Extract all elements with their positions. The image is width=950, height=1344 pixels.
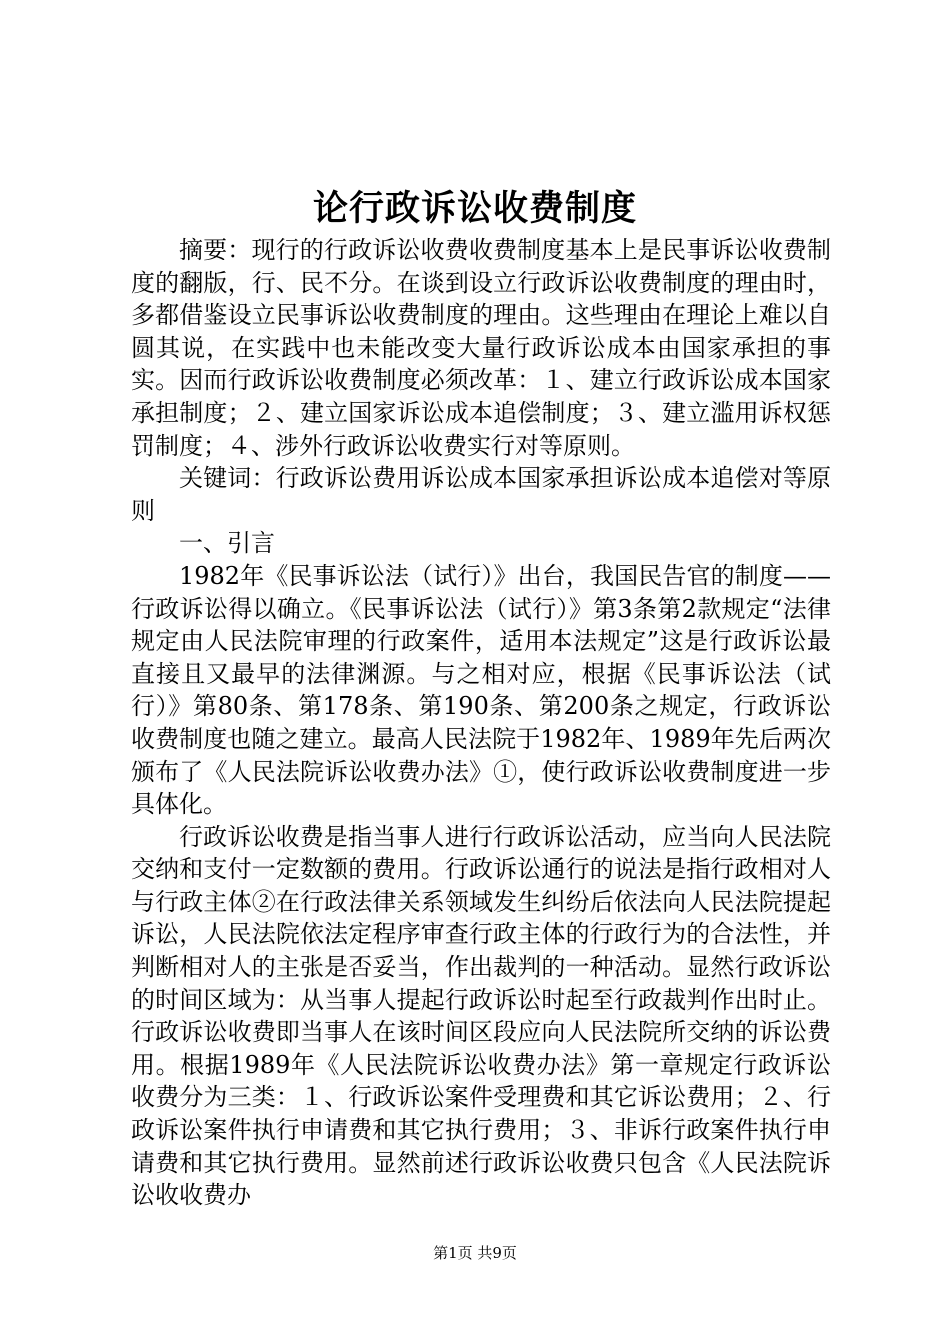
keywords-paragraph: 关键词：行政诉讼费用诉讼成本国家承担诉讼成本追偿对等原则 [131,464,831,525]
page-number: 第1页 共9页 [433,1244,517,1262]
document-body [131,234,831,1212]
section-heading: 一、引言 [179,529,275,558]
body-paragraph: 行政诉讼收费是指当事人进行行政诉讼活动，应当向人民法院交纳和支付一定数额的费用。行政诉讼通行的说法是指行政相对人与行政主体②在行政法律关系领域发生纠纷后依法向人民法院提起诉讼，人民法院依法定程序审查行政主体的行政行为的合法性，并判断相对人的主张是否妥当，作出裁判的一种活动。显然行政诉讼的时间区域为：从当事人提起行政诉讼时起至行政裁判作出时止。行政诉讼收费即当事人在该时间区段应向人民法院所交纳的诉讼费用。根据1989年《人民法院诉讼收费办法》第一章规定行政诉讼收费分为三类：１、行政诉讼案件受理费和其它诉讼费用；２、行政诉讼案件执行申请费和其它执行费用；３、非诉行政案件执行申请费和其它执行费用。显然前述行政诉讼收费只包含《人民法院诉讼收收费办 [131,822,831,1210]
abstract-paragraph: 摘要：现行的行政诉讼收费收费制度基本上是民事诉讼收费制度的翻版，行、民不分。在谈到设立行政诉讼收费制度的理由时，多都借鉴设立民事诉讼收费制度的理由。这些理由在理论上难以自圆其说，在实践中也未能改变大量行政诉讼成本由国家承担的事实。因而行政诉讼收费制度必须改革：１、建立行政诉讼成本国家承担制度；２、建立国家诉讼成本追偿制度；３、建立滥用诉权惩罚制度；４、涉外行政诉讼收费实行对等原则。 [131,236,831,460]
body-paragraph: 1982年《民事诉讼法（试行）》出台，我国民告官的制度——行政诉讼得以确立。《民事诉讼法（试行）》第3条第2款规定“法律规定由人民法院审理的行政案件，适用本法规定”这是行政诉讼最直接且又最早的法律渊源。与之相对应，根据《民事诉讼法（试行）》第80条、第178条、第190条、第200条之规定，行政诉讼收费制度也随之建立。最高人民法院于1982年、1989年先后两次颁布了《人民法院诉讼收费办法》①，使行政诉讼收费制度进一步具体化。 [131,561,831,819]
document-title: 论行政诉讼收费制度 [312,188,637,229]
